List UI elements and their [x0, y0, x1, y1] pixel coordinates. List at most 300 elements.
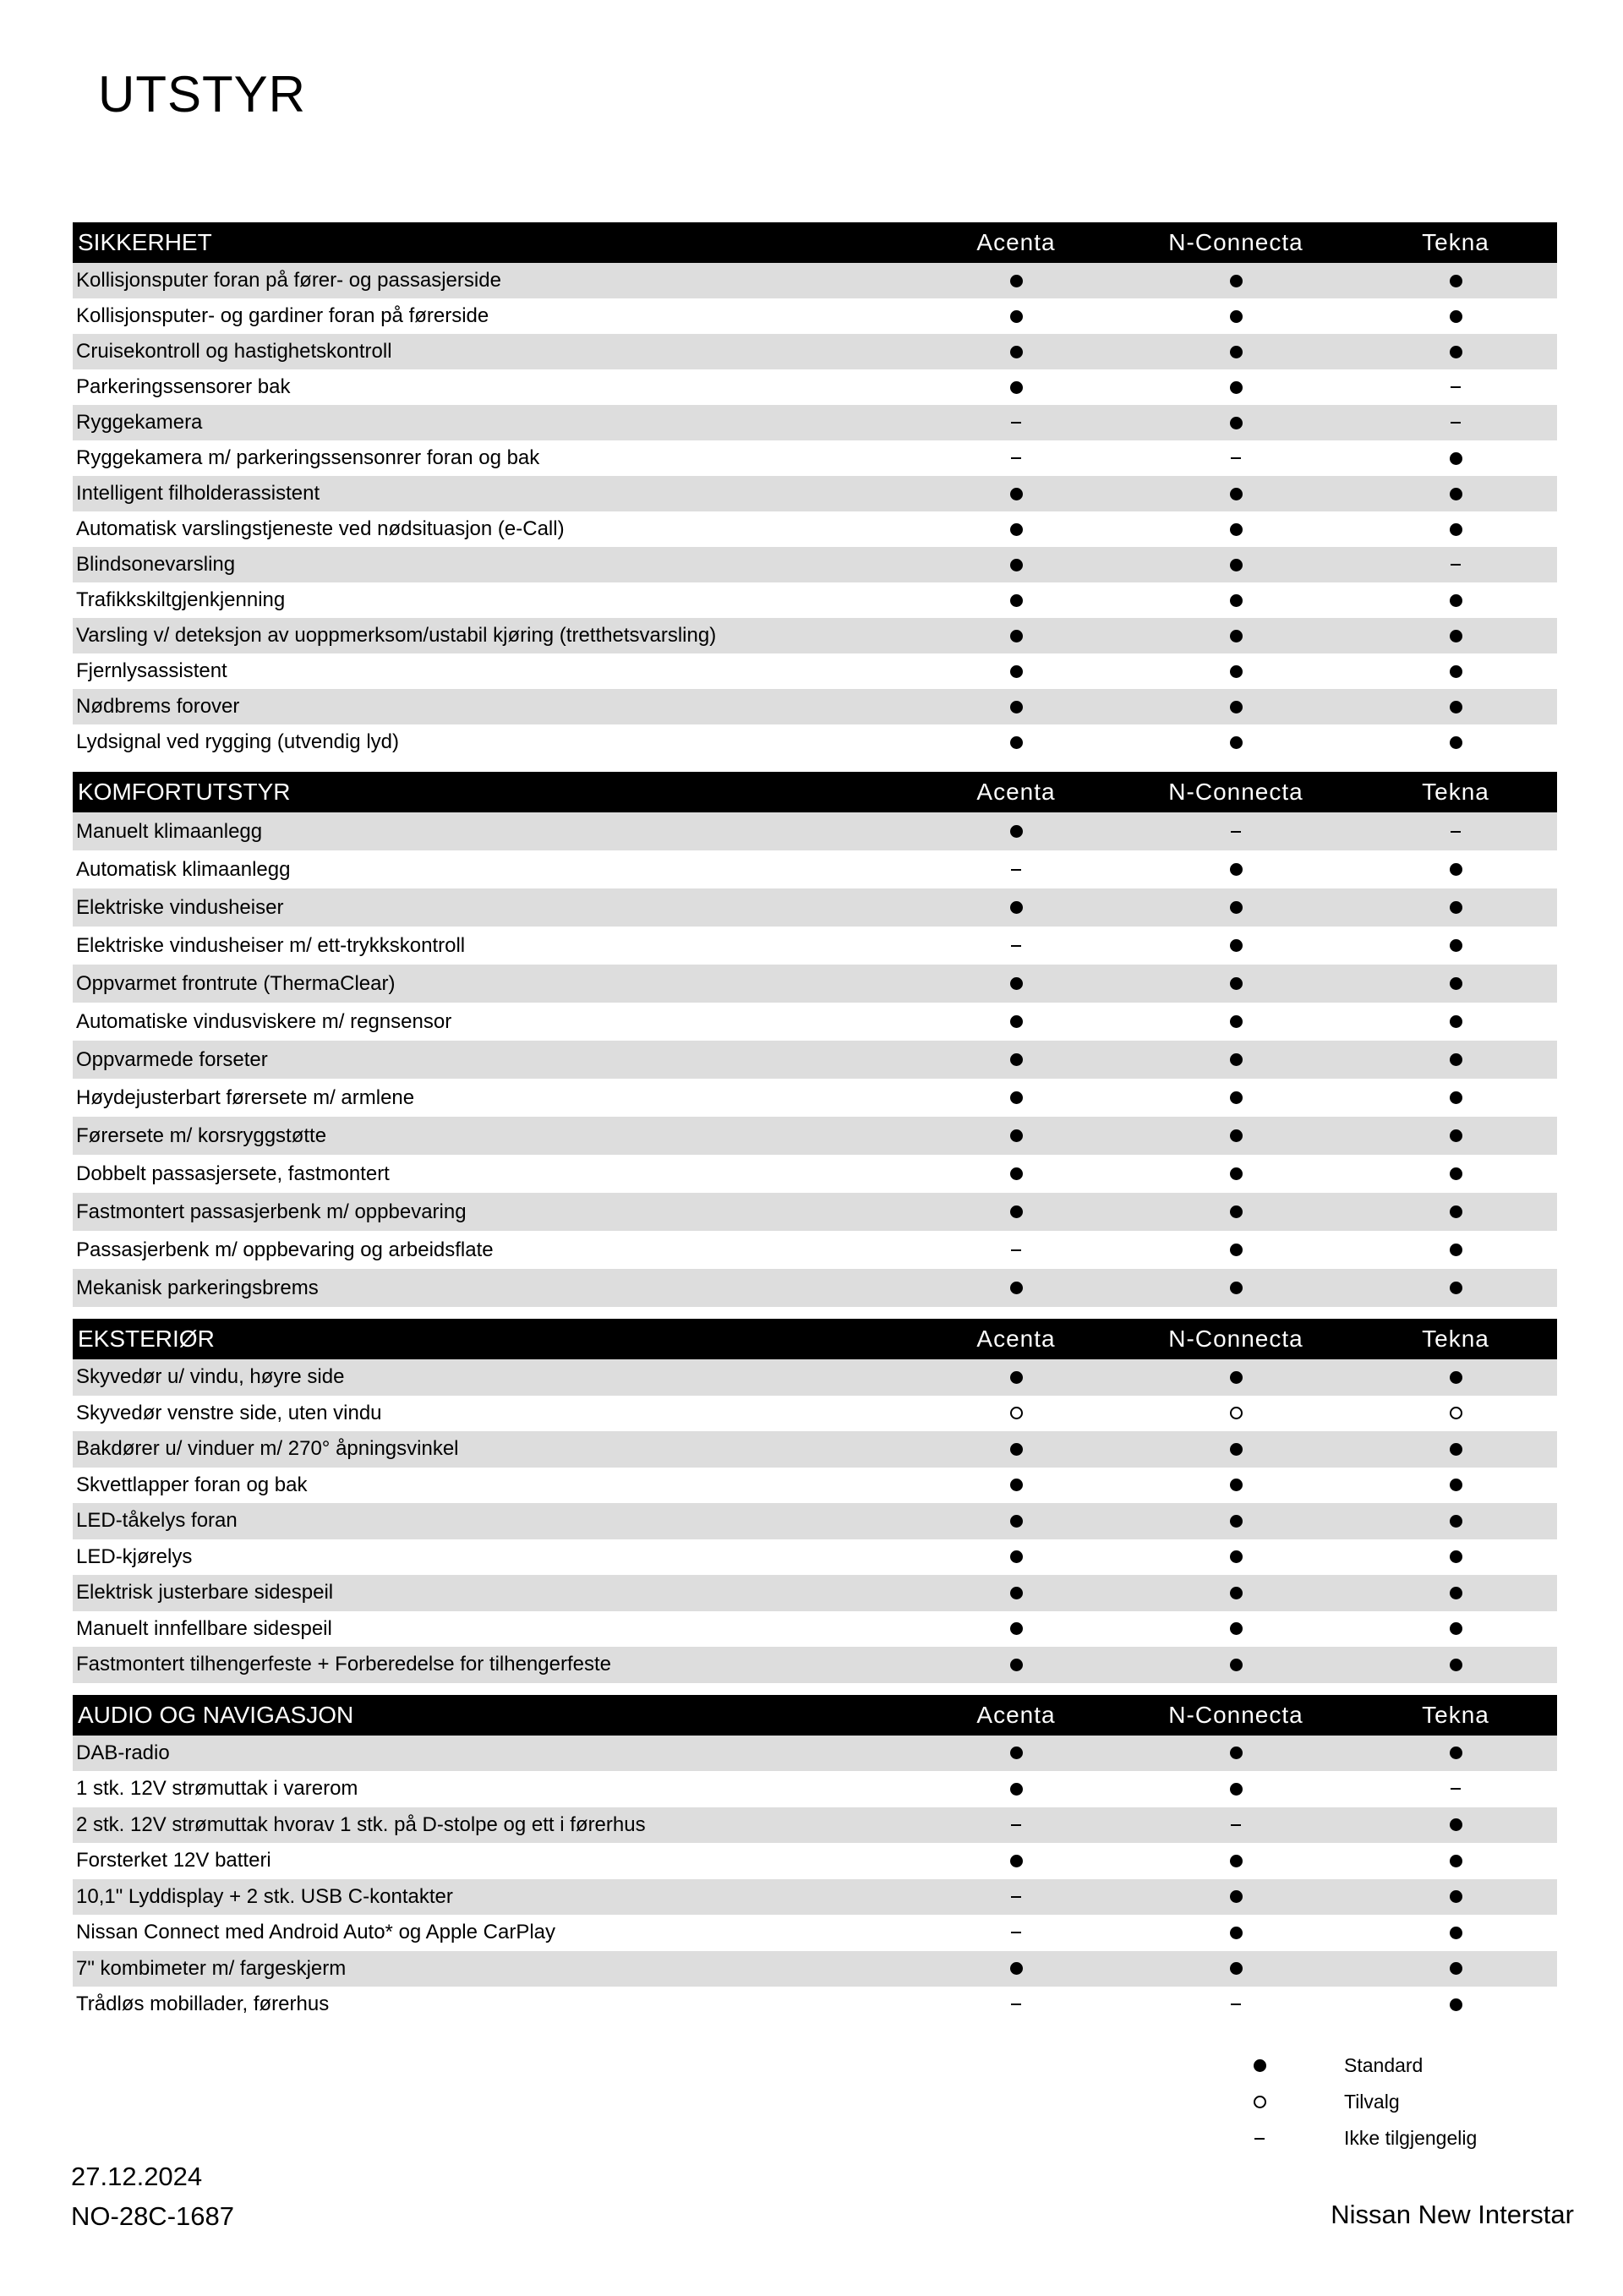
availability-cell — [906, 1622, 1126, 1635]
table-row — [73, 1155, 1557, 1193]
availability-cell — [906, 825, 1126, 838]
availability-cell — [906, 977, 1126, 990]
availability-cell — [1126, 1747, 1346, 1759]
not-available-dash-icon — [1451, 386, 1461, 388]
table-row — [73, 689, 1557, 724]
availability-cell — [1126, 1818, 1346, 1831]
standard-dot-icon — [1450, 1479, 1462, 1491]
standard-dot-icon — [1450, 1129, 1462, 1142]
column-header: Tekna — [1422, 1701, 1489, 1728]
availability-cell — [906, 1479, 1126, 1491]
standard-dot-icon — [1230, 559, 1243, 571]
availability-cell — [1126, 1129, 1346, 1142]
standard-dot-icon — [1230, 310, 1243, 323]
availability-cell — [1126, 1998, 1346, 2011]
standard-dot-icon — [1230, 939, 1243, 952]
table-row — [73, 1396, 1557, 1432]
column-header: N-Connecta — [1168, 1701, 1303, 1728]
table-row — [73, 547, 1557, 582]
column-header: Acenta — [976, 229, 1056, 255]
standard-dot-icon — [1450, 1091, 1462, 1104]
table-row — [73, 965, 1557, 1003]
standard-dot-icon — [1230, 863, 1243, 876]
availability-cell — [1346, 1091, 1566, 1104]
feature-label: Skyvedør venstre side, uten vindu — [76, 1401, 382, 1424]
availability-cell — [1126, 630, 1346, 642]
standard-dot-icon — [1230, 381, 1243, 394]
not-available-dash-icon — [1231, 457, 1241, 459]
feature-label: Oppvarmet frontrute (ThermaClear) — [76, 971, 396, 995]
availability-cell — [1346, 1015, 1566, 1028]
standard-dot-icon — [1230, 1550, 1243, 1563]
standard-dot-icon — [1010, 1282, 1023, 1294]
table-row — [73, 369, 1557, 405]
section-title: KOMFORTUTSTYR — [78, 779, 291, 805]
legend-label: Ikke tilgjengelig — [1344, 2127, 1478, 2149]
availability-cell — [1126, 1015, 1346, 1028]
availability-cell — [1346, 417, 1566, 429]
section-rows — [73, 1359, 1557, 1683]
availability-cell — [1126, 1890, 1346, 1903]
standard-dot-icon — [1450, 1371, 1462, 1384]
availability-cell — [906, 1091, 1126, 1104]
availability-cell — [1346, 1479, 1566, 1491]
standard-dot-icon — [1230, 1282, 1243, 1294]
feature-label: Passasjerbenk m/ oppbevaring og arbeidsflate — [76, 1238, 494, 1261]
standard-dot-icon — [1230, 1515, 1243, 1528]
standard-dot-icon — [1230, 417, 1243, 429]
table-row — [73, 1079, 1557, 1117]
table-row — [73, 405, 1557, 440]
availability-cell — [906, 1282, 1126, 1294]
standard-dot-icon — [1010, 488, 1023, 500]
standard-dot-icon — [1230, 1622, 1243, 1635]
availability-cell — [906, 1587, 1126, 1599]
availability-cell — [906, 736, 1126, 749]
availability-cell — [1126, 310, 1346, 323]
section-gap — [73, 1683, 1557, 1695]
table-row — [73, 1879, 1557, 1916]
not-available-dash-icon — [1011, 945, 1021, 947]
feature-label: Skyvedør u/ vindu, høyre side — [76, 1365, 345, 1389]
availability-cell — [1346, 1855, 1566, 1867]
standard-dot-icon — [1450, 346, 1462, 358]
standard-dot-icon — [1230, 1053, 1243, 1066]
availability-cell — [1126, 346, 1346, 358]
not-available-dash-icon — [1451, 1788, 1461, 1790]
standard-dot-icon — [1010, 559, 1023, 571]
feature-label: Ryggekamera m/ parkeringssensonrer foran og bak — [76, 446, 540, 469]
not-available-dash-icon — [1451, 422, 1461, 424]
standard-dot-icon — [1450, 1747, 1462, 1759]
availability-cell — [1346, 1818, 1566, 1831]
table-row — [73, 812, 1557, 850]
standard-dot-icon — [1010, 1479, 1023, 1491]
standard-dot-icon — [1010, 825, 1023, 838]
standard-dot-icon — [1450, 977, 1462, 990]
legend-item — [1217, 2047, 1555, 2084]
section-title: SIKKERHET — [78, 229, 212, 255]
legend — [1217, 2047, 1555, 2157]
legend-item — [1217, 2120, 1555, 2157]
availability-cell — [906, 863, 1126, 876]
standard-dot-icon — [1230, 594, 1243, 607]
feature-label: 2 stk. 12V strømuttak hvorav 1 stk. på D-stolpe og ett i førerhus — [76, 1812, 646, 1836]
availability-cell — [1346, 1622, 1566, 1635]
feature-label: LED-kjørelys — [76, 1544, 193, 1568]
availability-cell — [906, 1783, 1126, 1796]
availability-cell — [906, 630, 1126, 642]
feature-label: Fjernlysassistent — [76, 659, 227, 682]
standard-dot-icon — [1230, 1479, 1243, 1491]
standard-dot-icon — [1450, 1244, 1462, 1256]
availability-cell — [1126, 863, 1346, 876]
availability-cell — [906, 1205, 1126, 1218]
table-row — [73, 334, 1557, 369]
section — [73, 1695, 1557, 2023]
section-header — [73, 222, 1557, 263]
standard-dot-icon — [1450, 1962, 1462, 1975]
standard-dot-icon — [1450, 488, 1462, 500]
feature-label: Høydejusterbart førersete m/ armlene — [76, 1085, 415, 1109]
optional-circle-icon — [1254, 2096, 1266, 2108]
section-header — [73, 1695, 1557, 1736]
availability-cell — [1126, 901, 1346, 914]
availability-cell — [1126, 1622, 1346, 1635]
availability-cell — [1126, 701, 1346, 713]
availability-cell — [1346, 523, 1566, 536]
availability-cell — [1126, 488, 1346, 500]
table-row — [73, 1771, 1557, 1807]
not-available-dash-icon — [1011, 2004, 1021, 2005]
standard-dot-icon — [1230, 523, 1243, 536]
standard-dot-icon — [1010, 275, 1023, 287]
availability-cell — [906, 1244, 1126, 1256]
feature-label: Dobbelt passasjersete, fastmontert — [76, 1162, 390, 1185]
availability-cell — [906, 1015, 1126, 1028]
standard-dot-icon — [1450, 701, 1462, 713]
standard-dot-icon — [1450, 1205, 1462, 1218]
not-available-dash-icon — [1451, 831, 1461, 833]
availability-cell — [906, 1443, 1126, 1456]
availability-cell — [1346, 1783, 1566, 1796]
standard-dot-icon — [1450, 1927, 1462, 1939]
availability-cell — [1346, 1747, 1566, 1759]
standard-dot-icon — [1230, 1890, 1243, 1903]
standard-dot-icon — [1230, 1747, 1243, 1759]
table-row — [73, 298, 1557, 334]
availability-cell — [906, 939, 1126, 952]
availability-cell — [1126, 939, 1346, 952]
standard-dot-icon — [1010, 1167, 1023, 1180]
feature-label: Blindsonevarsling — [76, 553, 236, 576]
availability-cell — [1126, 1962, 1346, 1975]
standard-dot-icon — [1230, 1091, 1243, 1104]
section — [73, 1319, 1557, 1683]
availability-cell — [1346, 1129, 1566, 1142]
standard-dot-icon — [1230, 488, 1243, 500]
not-available-dash-icon — [1451, 564, 1461, 566]
availability-cell — [1126, 1550, 1346, 1563]
table-row — [73, 1041, 1557, 1079]
feature-label: LED-tåkelys foran — [76, 1509, 238, 1533]
table-row — [73, 1575, 1557, 1611]
section-gap — [73, 1307, 1557, 1319]
not-available-dash-icon — [1011, 422, 1021, 424]
availability-cell — [906, 594, 1126, 607]
availability-cell — [906, 1927, 1126, 1939]
section-gap — [73, 760, 1557, 772]
standard-dot-icon — [1010, 1129, 1023, 1142]
standard-dot-icon — [1230, 1855, 1243, 1867]
table-row — [73, 1539, 1557, 1576]
standard-dot-icon — [1230, 1205, 1243, 1218]
table-row — [73, 724, 1557, 760]
availability-cell — [1346, 488, 1566, 500]
availability-cell — [906, 1855, 1126, 1867]
table-row — [73, 1843, 1557, 1879]
availability-cell — [906, 1053, 1126, 1066]
not-available-dash-icon — [1231, 831, 1241, 833]
availability-cell — [1346, 825, 1566, 838]
availability-cell — [906, 1818, 1126, 1831]
availability-cell — [1346, 630, 1566, 642]
feature-label: Kollisjonsputer foran på fører- og passasjerside — [76, 269, 501, 292]
column-header: N-Connecta — [1168, 1326, 1303, 1352]
standard-dot-icon — [1450, 1282, 1462, 1294]
standard-dot-icon — [1230, 901, 1243, 914]
standard-dot-icon — [1010, 630, 1023, 642]
feature-label: Elektriske vindusheiser — [76, 895, 284, 919]
standard-dot-icon — [1010, 594, 1023, 607]
standard-dot-icon — [1230, 1659, 1243, 1671]
availability-cell — [906, 701, 1126, 713]
availability-cell — [1346, 1927, 1566, 1939]
section-rows — [73, 263, 1557, 760]
availability-cell — [1126, 736, 1346, 749]
table-row — [73, 850, 1557, 888]
optional-circle-icon — [1450, 1407, 1462, 1419]
standard-dot-icon — [1010, 1205, 1023, 1218]
availability-cell — [1126, 1443, 1346, 1456]
availability-cell — [906, 1371, 1126, 1384]
table-row — [73, 653, 1557, 689]
standard-dot-icon — [1010, 1371, 1023, 1384]
availability-cell — [906, 1962, 1126, 1975]
standard-dot-icon — [1230, 1443, 1243, 1456]
availability-cell — [906, 1167, 1126, 1180]
availability-cell — [906, 1407, 1126, 1419]
availability-cell — [1126, 1091, 1346, 1104]
availability-cell — [906, 523, 1126, 536]
availability-cell — [1346, 1407, 1566, 1419]
feature-label: Ryggekamera — [76, 411, 203, 434]
table-row — [73, 1193, 1557, 1231]
table-row — [73, 511, 1557, 547]
standard-dot-icon — [1450, 1659, 1462, 1671]
section-header — [73, 772, 1557, 812]
not-available-dash-icon — [1011, 1824, 1021, 1826]
section — [73, 772, 1557, 1307]
feature-label: Trafikkskiltgjenkjenning — [76, 588, 286, 611]
availability-cell — [1126, 1244, 1346, 1256]
table-row — [73, 1736, 1557, 1772]
availability-cell — [1346, 381, 1566, 394]
standard-dot-icon — [1010, 1091, 1023, 1104]
standard-dot-icon — [1010, 523, 1023, 536]
standard-dot-icon — [1254, 2059, 1266, 2072]
availability-cell — [906, 1515, 1126, 1528]
availability-cell — [1126, 1587, 1346, 1599]
availability-cell — [1346, 1659, 1566, 1671]
not-available-dash-icon — [1254, 2138, 1265, 2140]
availability-cell — [906, 310, 1126, 323]
table-row — [73, 1503, 1557, 1539]
availability-cell — [1126, 1282, 1346, 1294]
availability-cell — [906, 1129, 1126, 1142]
standard-dot-icon — [1010, 1550, 1023, 1563]
availability-cell — [1346, 1282, 1566, 1294]
table-row — [73, 440, 1557, 476]
standard-dot-icon — [1010, 1962, 1023, 1975]
availability-cell — [1346, 977, 1566, 990]
column-header: Acenta — [976, 779, 1056, 805]
legend-symbol — [1217, 2138, 1302, 2140]
standard-dot-icon — [1230, 630, 1243, 642]
feature-label: Manuelt klimaanlegg — [76, 819, 263, 843]
table-row — [73, 1117, 1557, 1155]
availability-cell — [906, 665, 1126, 678]
availability-cell — [1126, 523, 1346, 536]
table-row — [73, 1431, 1557, 1468]
availability-cell — [1346, 310, 1566, 323]
standard-dot-icon — [1450, 1818, 1462, 1831]
section-rows — [73, 812, 1557, 1307]
standard-dot-icon — [1230, 701, 1243, 713]
availability-cell — [1126, 1053, 1346, 1066]
feature-label: Trådløs mobillader, førerhus — [76, 1993, 330, 2016]
legend-item — [1217, 2084, 1555, 2120]
availability-cell — [906, 1890, 1126, 1903]
availability-cell — [1346, 275, 1566, 287]
standard-dot-icon — [1450, 1998, 1462, 2011]
standard-dot-icon — [1450, 1053, 1462, 1066]
standard-dot-icon — [1450, 452, 1462, 465]
standard-dot-icon — [1010, 1443, 1023, 1456]
column-header: Tekna — [1422, 229, 1489, 255]
feature-label: 7" kombimeter m/ fargeskjerm — [76, 1956, 347, 1980]
feature-label: 10,1" Lyddisplay + 2 stk. USB C-kontakter — [76, 1884, 453, 1908]
equipment-table — [73, 222, 1557, 2023]
availability-cell — [906, 452, 1126, 465]
feature-label: Manuelt innfellbare sidespeil — [76, 1616, 332, 1640]
not-available-dash-icon — [1231, 2004, 1241, 2005]
availability-cell — [1346, 346, 1566, 358]
feature-label: Kollisjonsputer- og gardiner foran på førerside — [76, 304, 489, 327]
feature-label: Automatisk klimaanlegg — [76, 857, 291, 881]
table-row — [73, 927, 1557, 965]
standard-dot-icon — [1230, 346, 1243, 358]
standard-dot-icon — [1450, 665, 1462, 678]
standard-dot-icon — [1450, 1890, 1462, 1903]
standard-dot-icon — [1230, 1129, 1243, 1142]
section-title: AUDIO OG NAVIGASJON — [78, 1701, 354, 1728]
section-rows — [73, 1736, 1557, 2023]
standard-dot-icon — [1450, 523, 1462, 536]
availability-cell — [1126, 1659, 1346, 1671]
standard-dot-icon — [1010, 346, 1023, 358]
availability-cell — [1346, 901, 1566, 914]
table-row — [73, 1951, 1557, 1987]
footer-model: Nissan New Interstar — [1331, 2200, 1574, 2229]
standard-dot-icon — [1450, 863, 1462, 876]
availability-cell — [1346, 594, 1566, 607]
table-row — [73, 888, 1557, 927]
table-row — [73, 618, 1557, 653]
legend-label: Standard — [1344, 2054, 1424, 2076]
availability-cell — [1346, 1205, 1566, 1218]
availability-cell — [1346, 452, 1566, 465]
availability-cell — [1346, 1998, 1566, 2011]
section-header — [73, 1319, 1557, 1359]
availability-cell — [906, 1659, 1126, 1671]
standard-dot-icon — [1010, 1659, 1023, 1671]
standard-dot-icon — [1010, 665, 1023, 678]
standard-dot-icon — [1450, 594, 1462, 607]
availability-cell — [1126, 1407, 1346, 1419]
availability-cell — [1346, 1244, 1566, 1256]
feature-label: Nødbrems forover — [76, 695, 240, 718]
standard-dot-icon — [1230, 1244, 1243, 1256]
feature-label: Bakdører u/ vinduer m/ 270° åpningsvinkel — [76, 1437, 459, 1461]
standard-dot-icon — [1230, 1927, 1243, 1939]
availability-cell — [1346, 1515, 1566, 1528]
availability-cell — [906, 346, 1126, 358]
standard-dot-icon — [1450, 1622, 1462, 1635]
table-row — [73, 263, 1557, 298]
availability-cell — [1346, 1053, 1566, 1066]
availability-cell — [1126, 452, 1346, 465]
standard-dot-icon — [1230, 1167, 1243, 1180]
not-available-dash-icon — [1011, 1932, 1021, 1933]
availability-cell — [1346, 736, 1566, 749]
optional-circle-icon — [1230, 1407, 1243, 1419]
standard-dot-icon — [1450, 1167, 1462, 1180]
standard-dot-icon — [1010, 701, 1023, 713]
column-header: Acenta — [976, 1326, 1056, 1352]
standard-dot-icon — [1450, 275, 1462, 287]
feature-label: Nissan Connect med Android Auto* og Apple CarPlay — [76, 1921, 556, 1944]
availability-cell — [1126, 559, 1346, 571]
availability-cell — [1126, 825, 1346, 838]
feature-label: Forsterket 12V batteri — [76, 1849, 271, 1872]
availability-cell — [1126, 1167, 1346, 1180]
legend-label: Tilvalg — [1344, 2091, 1400, 2113]
availability-cell — [1346, 665, 1566, 678]
availability-cell — [1126, 1783, 1346, 1796]
table-row — [73, 1807, 1557, 1844]
standard-dot-icon — [1010, 977, 1023, 990]
standard-dot-icon — [1010, 1622, 1023, 1635]
standard-dot-icon — [1230, 977, 1243, 990]
availability-cell — [1126, 275, 1346, 287]
table-row — [73, 476, 1557, 511]
footer-doc-id: NO-28C-1687 — [71, 2201, 234, 2231]
standard-dot-icon — [1010, 1747, 1023, 1759]
not-available-dash-icon — [1011, 457, 1021, 459]
standard-dot-icon — [1010, 1783, 1023, 1796]
availability-cell — [1126, 1855, 1346, 1867]
